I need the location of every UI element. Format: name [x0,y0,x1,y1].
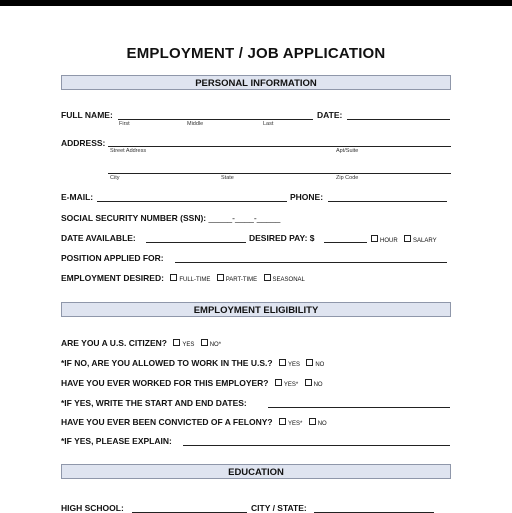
email-label: E-MAIL: [61,192,94,202]
worked-before-question-text: HAVE YOU EVER WORKED FOR THIS EMPLOYER? [61,378,269,388]
top-black-bar [0,0,512,6]
section-header-education: EDUCATION [61,464,451,479]
worked-before-no-checkbox[interactable] [305,379,312,386]
first-name-caption: First [119,121,130,127]
work-allowed-question [61,358,324,370]
explain-label: *IF YES, PLEASE EXPLAIN: [61,436,172,446]
date-field[interactable] [347,119,450,120]
worked-before-question [61,378,323,390]
work-allowed-question-text: *IF NO, ARE YOU ALLOWED TO WORK IN THE U.S.? [61,358,273,368]
citizen-question-text: ARE YOU A U.S. CITIZEN? [61,338,167,348]
felony-question-text: HAVE YOU EVER BEEN CONVICTED OF A FELONY? [61,417,273,427]
work-allowed-no-label: NO [315,362,325,368]
phone-field[interactable] [328,201,447,202]
salary-label: SALARY [413,238,437,244]
position-field[interactable] [175,262,447,263]
apt-suite-caption: Apt/Suite [336,148,359,154]
phone-label: PHONE: [290,192,324,202]
work-allowed-yes-checkbox[interactable] [279,359,286,366]
city-state-label: CITY / STATE: [251,503,307,513]
worked-before-yes-label: YES* [283,382,299,388]
worked-before-yes-checkbox[interactable] [275,379,282,386]
full-name-label: FULL NAME: [61,110,113,120]
date-label: DATE: [317,110,343,120]
ssn-label-text: SOCIAL SECURITY NUMBER (SSN): [61,213,207,223]
citizen-no-checkbox[interactable] [201,339,208,346]
salary-checkbox[interactable] [404,235,411,242]
citizen-yes-checkbox[interactable] [173,339,180,346]
felony-no-label: NO [317,421,327,427]
citizen-question [61,338,221,350]
full-time-checkbox[interactable] [170,274,177,281]
citizen-no-label: NO* [209,342,222,348]
address-label: ADDRESS: [61,138,106,148]
seasonal-checkbox[interactable] [264,274,271,281]
pay-type-options [367,234,437,246]
form-title: EMPLOYMENT / JOB APPLICATION [126,45,386,62]
address-city-field[interactable] [108,173,451,174]
middle-name-caption: Middle [187,121,204,127]
start-end-dates-label: *IF YES, WRITE THE START AND END DATES: [61,398,247,408]
full-time-label: FULL-TIME [179,277,211,283]
section-header-personal: PERSONAL INFORMATION [61,75,451,90]
part-time-label: PART-TIME [225,277,258,283]
hour-label: HOUR [380,238,398,244]
section-header-eligibility: EMPLOYMENT ELIGIBILITY [61,302,451,317]
ssn-field[interactable]: _____-____-_____ [208,213,281,223]
high-school-label: HIGH SCHOOL: [61,503,124,513]
city-caption: City [110,175,120,181]
citizen-yes-label: YES [182,342,195,348]
street-address-caption: Street Address [110,148,147,154]
ssn-label [61,213,280,223]
last-name-caption: Last [263,121,274,127]
desired-pay-label: DESIRED PAY: $ [249,233,315,243]
hour-checkbox[interactable] [371,235,378,242]
desired-pay-field[interactable] [324,242,367,243]
worked-before-no-label: NO [313,382,323,388]
employment-desired-label: EMPLOYMENT DESIRED: [61,273,164,283]
email-field[interactable] [97,201,287,202]
explain-field[interactable] [183,445,450,446]
felony-question [61,417,327,429]
full-name-field[interactable] [118,119,313,120]
state-caption: State [221,175,234,181]
date-available-label: DATE AVAILABLE: [61,233,136,243]
start-end-dates-field[interactable] [268,407,450,408]
work-allowed-yes-label: YES [287,362,300,368]
seasonal-label: SEASONAL [272,277,305,283]
felony-yes-checkbox[interactable] [279,418,286,425]
position-label: POSITION APPLIED FOR: [61,253,164,263]
address-street-field[interactable] [108,146,451,147]
zip-code-caption: Zip Code [336,175,359,181]
work-allowed-no-checkbox[interactable] [306,359,313,366]
date-available-field[interactable] [146,242,246,243]
part-time-checkbox[interactable] [217,274,224,281]
employment-desired-row [61,273,305,285]
felony-no-checkbox[interactable] [309,418,316,425]
felony-yes-label: YES* [287,421,303,427]
